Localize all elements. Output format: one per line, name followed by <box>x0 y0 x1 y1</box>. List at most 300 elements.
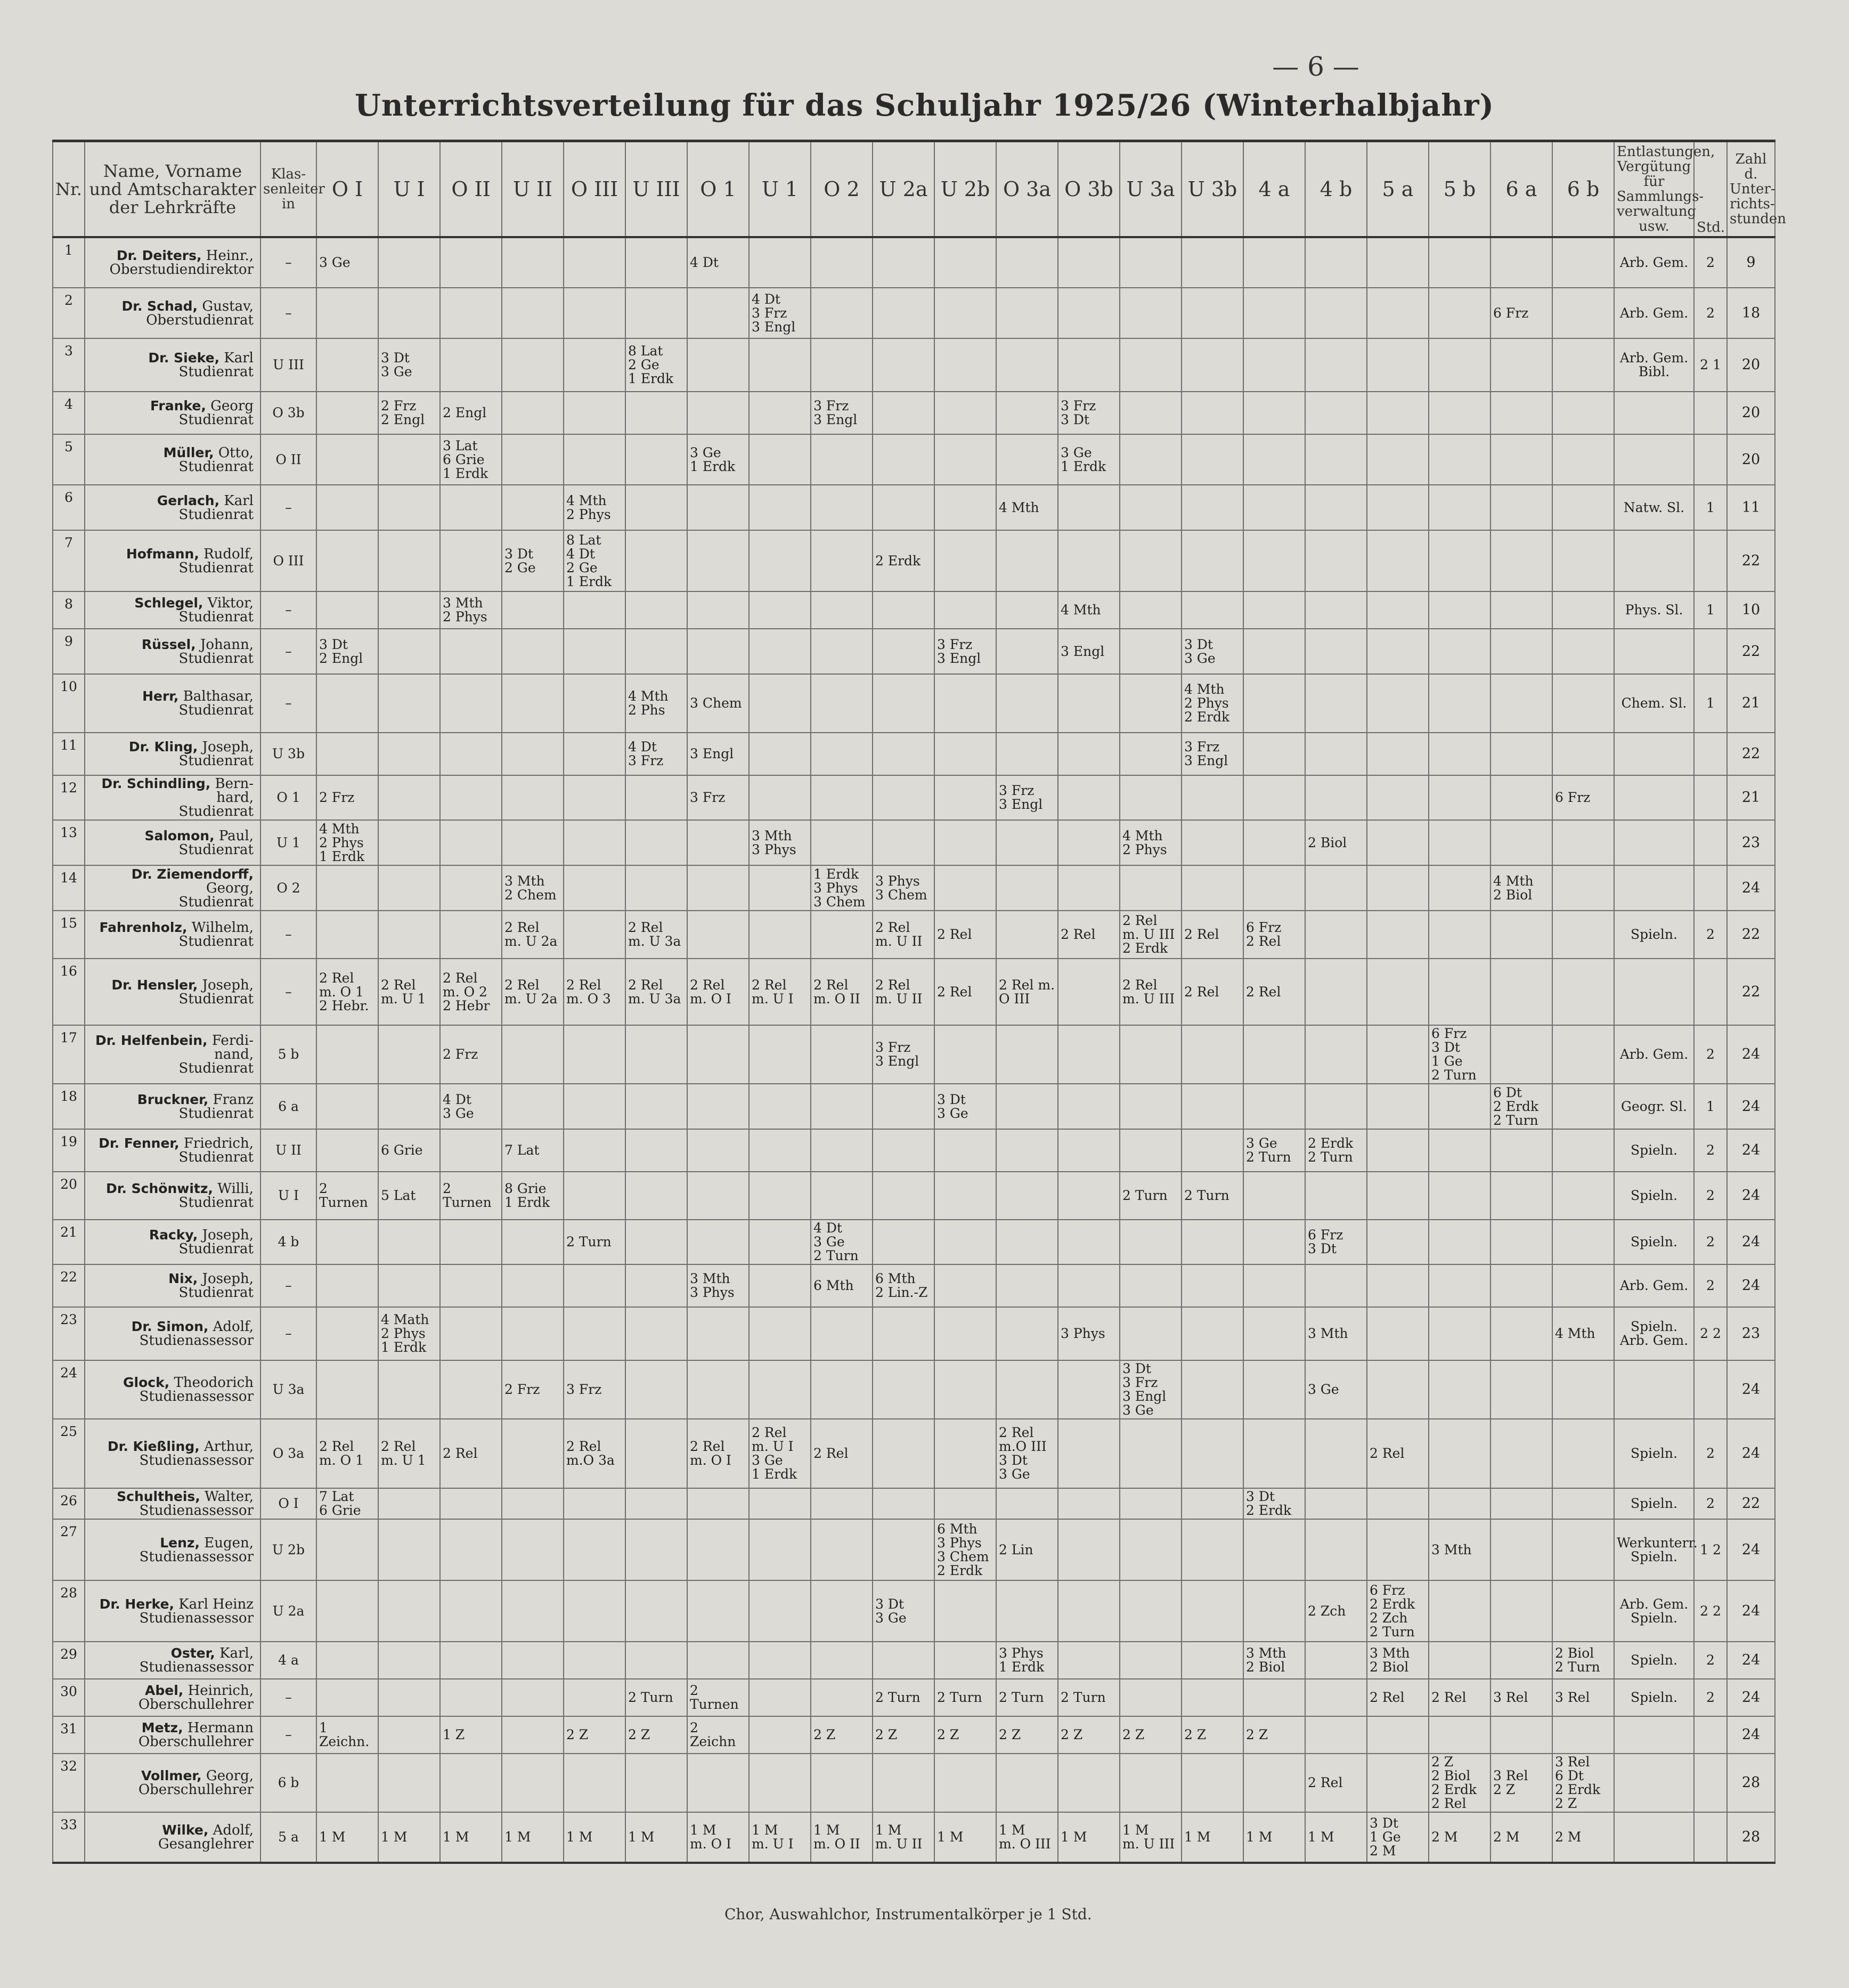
teacher-surname: Dr. Ziemendorff, <box>131 866 254 882</box>
lesson-cell <box>1120 1754 1182 1812</box>
lesson-cell: 1 M <box>1305 1812 1367 1863</box>
lesson-cell <box>1182 820 1243 865</box>
teacher-cell <box>85 434 260 485</box>
lesson-cell <box>811 434 873 485</box>
lesson-cell: 1 M <box>1058 1812 1120 1863</box>
lesson-cell <box>1552 959 1614 1025</box>
lesson-cell <box>749 865 811 911</box>
lesson-cell <box>1367 775 1429 820</box>
lesson-cell <box>1429 237 1490 288</box>
lesson-cell <box>934 1360 996 1419</box>
lesson-cell <box>378 591 440 629</box>
lesson-cell: 3 Frz 3 Engl <box>873 1025 934 1084</box>
header-class: U 2a <box>873 141 934 238</box>
lesson-cell <box>316 1264 378 1307</box>
row-number: 25 <box>53 1419 85 1488</box>
lesson-cell: 6 Frz <box>1490 288 1552 338</box>
teacher-row <box>53 1488 1775 1519</box>
teacher-surname: Schultheis, <box>117 1489 200 1504</box>
teacher-cell <box>85 1084 260 1129</box>
lesson-cell <box>1367 1488 1429 1519</box>
lesson-cell: 2 Frz <box>440 1025 502 1084</box>
lesson-cell <box>1120 338 1182 392</box>
teacher-title: Oberstudienrat <box>146 312 254 328</box>
row-number: 17 <box>53 1025 85 1084</box>
total-hours: 11 <box>1727 485 1775 530</box>
lesson-cell <box>873 591 934 629</box>
lesson-cell <box>1367 1172 1429 1220</box>
lesson-cell: 3 Dt 2 Engl <box>316 629 378 674</box>
relief-note: Arb. Gem. <box>1614 288 1694 338</box>
lesson-cell: 3 Dt 1 Ge 2 M <box>1367 1812 1429 1863</box>
lesson-cell: 1 M m. O III <box>996 1812 1058 1863</box>
lesson-cell: 2 Zeichn <box>687 1716 749 1754</box>
lesson-cell: 8 Lat 2 Ge 1 Erdk <box>625 338 687 392</box>
lesson-cell <box>1367 591 1429 629</box>
lesson-cell <box>873 1172 934 1220</box>
lesson-cell <box>440 1129 502 1172</box>
lesson-cell: 2 Rel m. O I <box>687 1419 749 1488</box>
lesson-cell: 2 Turn <box>1182 1172 1243 1220</box>
relief-note: Geogr. Sl. <box>1614 1084 1694 1129</box>
teacher-surname: Metz, <box>141 1720 183 1735</box>
lesson-cell <box>1120 1307 1182 1360</box>
teacher-surname: Wilke, <box>162 1822 209 1838</box>
lesson-cell <box>873 1488 934 1519</box>
lesson-cell <box>1552 1716 1614 1754</box>
lesson-cell <box>378 237 440 288</box>
lesson-cell <box>934 820 996 865</box>
relief-note <box>1614 392 1694 434</box>
lesson-cell <box>1429 1220 1490 1264</box>
teacher-title: Studienassessor <box>139 1453 254 1468</box>
lesson-cell <box>625 1172 687 1220</box>
teacher-row <box>53 1812 1775 1863</box>
relief-note: Spieln. <box>1614 1488 1694 1519</box>
lesson-cell: 3 Dt 3 Ge <box>873 1580 934 1642</box>
teacher-cell <box>85 820 260 865</box>
teacher-cell <box>85 865 260 911</box>
lesson-cell: 6 Dt 2 Erdk 2 Turn <box>1490 1084 1552 1129</box>
teacher-firstname: Karl <box>224 350 254 366</box>
lesson-cell <box>1243 865 1305 911</box>
lesson-cell <box>378 1519 440 1580</box>
teacher-firstname: Walter, <box>205 1489 254 1505</box>
teacher-row <box>53 1360 1775 1419</box>
relief-hours: 2 2 <box>1694 1307 1727 1360</box>
lesson-cell: 2 Rel m. U II <box>873 959 934 1025</box>
teacher-surname: Dr. Simon, <box>131 1319 209 1334</box>
relief-note <box>1614 1812 1694 1863</box>
lesson-cell <box>625 1025 687 1084</box>
lesson-cell <box>378 1220 440 1264</box>
lesson-cell: 2 Turn <box>1120 1172 1182 1220</box>
row-number: 9 <box>53 629 85 674</box>
lesson-cell <box>564 1679 625 1716</box>
teacher-title: Studienrat <box>178 412 254 428</box>
teacher-title: Studienrat <box>178 753 254 769</box>
class-leader: O II <box>260 434 316 485</box>
lesson-cell <box>811 338 873 392</box>
lesson-cell: 2 Rel m. O 1 <box>316 1419 378 1488</box>
row-number: 12 <box>53 775 85 820</box>
teacher-firstname: Viktor, <box>207 595 254 611</box>
lesson-cell: 3 Frz 3 Engl <box>934 629 996 674</box>
teacher-row <box>53 434 1775 485</box>
lesson-cell <box>687 1754 749 1812</box>
lesson-cell <box>1490 733 1552 775</box>
lesson-cell: 1 M <box>440 1812 502 1863</box>
lesson-cell <box>1429 1129 1490 1172</box>
class-leader: – <box>260 629 316 674</box>
teacher-firstname: Karl, <box>219 1645 254 1661</box>
teacher-title: Studienassessor <box>139 1503 254 1519</box>
lesson-cell <box>934 1754 996 1812</box>
lesson-cell <box>564 1754 625 1812</box>
lesson-cell <box>378 530 440 591</box>
lesson-cell: 2 Rel m.O 3a <box>564 1419 625 1488</box>
lesson-cell <box>873 338 934 392</box>
lesson-cell <box>502 1580 564 1642</box>
total-hours: 9 <box>1727 237 1775 288</box>
teacher-surname: Glock, <box>123 1375 170 1390</box>
lesson-cell: 3 Frz 3 Dt <box>1058 392 1120 434</box>
lesson-cell <box>564 911 625 959</box>
lesson-cell: 3 Dt 3 Ge <box>934 1084 996 1129</box>
teacher-firstname: Rudolf, <box>203 546 254 562</box>
teacher-title: Gesanglehrer <box>158 1836 254 1852</box>
relief-hours <box>1694 434 1727 485</box>
lesson-cell <box>1182 1419 1243 1488</box>
teacher-cell <box>85 1488 260 1519</box>
lesson-cell <box>502 629 564 674</box>
lesson-cell <box>316 485 378 530</box>
lesson-cell: 2 Z <box>1182 1716 1243 1754</box>
lesson-cell <box>811 1519 873 1580</box>
lesson-cell <box>316 1360 378 1419</box>
relief-hours: 2 <box>1694 1419 1727 1488</box>
lesson-cell: 2 Rel m. U 2a <box>502 911 564 959</box>
teacher-title: Studienrat <box>178 702 254 718</box>
lesson-cell <box>873 434 934 485</box>
teacher-surname: Dr. Sieke, <box>148 350 220 366</box>
relief-hours: 2 <box>1694 1172 1727 1220</box>
lesson-cell <box>564 434 625 485</box>
row-number: 22 <box>53 1264 85 1307</box>
teaching-schedule-table <box>52 140 1787 1864</box>
lesson-cell <box>316 338 378 392</box>
lesson-cell: 2 Biol 2 Turn <box>1552 1642 1614 1679</box>
lesson-cell: 2 Turn <box>564 1220 625 1264</box>
class-leader: – <box>260 237 316 288</box>
lesson-cell <box>1120 1025 1182 1084</box>
lesson-cell <box>1367 530 1429 591</box>
lesson-cell: 3 Engl <box>1058 629 1120 674</box>
lesson-cell: 2 Rel m. O II <box>811 959 873 1025</box>
header-class: U II <box>502 141 564 238</box>
lesson-cell: 2 Rel <box>1367 1679 1429 1716</box>
class-leader: O III <box>260 530 316 591</box>
lesson-cell: 2 Z 2 Biol 2 Erdk 2 Rel <box>1429 1754 1490 1812</box>
lesson-cell <box>1552 237 1614 288</box>
lesson-cell <box>440 1264 502 1307</box>
lesson-cell <box>1490 1264 1552 1307</box>
lesson-cell <box>749 1129 811 1172</box>
lesson-cell <box>1429 392 1490 434</box>
lesson-cell <box>1305 288 1367 338</box>
lesson-cell <box>687 1220 749 1264</box>
teacher-title: Studienrat <box>178 841 254 858</box>
relief-hours: 2 <box>1694 1642 1727 1679</box>
lesson-cell <box>1305 1264 1367 1307</box>
lesson-cell <box>1429 485 1490 530</box>
lesson-cell <box>1367 629 1429 674</box>
teacher-row <box>53 733 1775 775</box>
relief-note: Natw. Sl. <box>1614 485 1694 530</box>
relief-hours <box>1694 865 1727 911</box>
lesson-cell: 2 M <box>1490 1812 1552 1863</box>
lesson-cell: 3 Frz <box>687 775 749 820</box>
lesson-cell <box>1552 1488 1614 1519</box>
lesson-cell: 2 Rel m. U 1 <box>378 959 440 1025</box>
relief-hours <box>1694 733 1727 775</box>
lesson-cell <box>1552 288 1614 338</box>
lesson-cell <box>996 1488 1058 1519</box>
lesson-cell <box>1429 1580 1490 1642</box>
lesson-cell <box>1367 1716 1429 1754</box>
row-number: 2 <box>53 288 85 338</box>
lesson-cell <box>1182 1129 1243 1172</box>
row-number: 18 <box>53 1084 85 1129</box>
class-leader: O 2 <box>260 865 316 911</box>
lesson-cell <box>1120 1264 1182 1307</box>
lesson-cell <box>564 733 625 775</box>
lesson-cell <box>1429 733 1490 775</box>
total-hours: 20 <box>1727 338 1775 392</box>
lesson-cell: 3 Engl <box>687 733 749 775</box>
lesson-cell <box>1120 1519 1182 1580</box>
row-number: 6 <box>53 485 85 530</box>
lesson-cell: 3 Dt 3 Frz 3 Engl 3 Ge <box>1120 1360 1182 1419</box>
lesson-cell: 2 Z <box>934 1716 996 1754</box>
lesson-cell <box>934 591 996 629</box>
lesson-cell <box>687 338 749 392</box>
lesson-cell <box>1490 392 1552 434</box>
lesson-cell <box>440 865 502 911</box>
lesson-cell <box>1182 1025 1243 1084</box>
lesson-cell <box>749 1172 811 1220</box>
total-hours: 20 <box>1727 392 1775 434</box>
lesson-cell: 3 Phys 3 Chem <box>873 865 934 911</box>
lesson-cell <box>1058 1084 1120 1129</box>
lesson-cell <box>316 530 378 591</box>
lesson-cell <box>378 1754 440 1812</box>
teacher-cell <box>85 1264 260 1307</box>
lesson-cell <box>749 1264 811 1307</box>
class-leader: – <box>260 674 316 733</box>
lesson-cell <box>1429 1716 1490 1754</box>
lesson-cell <box>625 288 687 338</box>
lesson-cell <box>873 1642 934 1679</box>
teacher-surname: Dr. Deiters, <box>116 248 202 263</box>
total-hours: 28 <box>1727 1754 1775 1812</box>
total-hours: 24 <box>1727 1220 1775 1264</box>
lesson-cell <box>996 237 1058 288</box>
relief-note <box>1614 1754 1694 1812</box>
header-class: 4 b <box>1305 141 1367 238</box>
teacher-row <box>53 288 1775 338</box>
lesson-cell: 3 Frz 3 Engl <box>1182 733 1243 775</box>
relief-note: Werkunterr. Spieln. <box>1614 1519 1694 1580</box>
teacher-cell <box>85 1172 260 1220</box>
lesson-cell <box>1305 1172 1367 1220</box>
teacher-surname: Vollmer, <box>141 1768 202 1783</box>
lesson-cell <box>316 674 378 733</box>
lesson-cell <box>1120 237 1182 288</box>
lesson-cell: 2 Lin <box>996 1519 1058 1580</box>
row-number: 26 <box>53 1488 85 1519</box>
lesson-cell <box>934 1307 996 1360</box>
lesson-cell <box>1429 1307 1490 1360</box>
lesson-cell <box>625 820 687 865</box>
lesson-cell <box>440 820 502 865</box>
teacher-cell <box>85 1129 260 1172</box>
lesson-cell <box>502 1220 564 1264</box>
relief-note <box>1614 959 1694 1025</box>
lesson-cell <box>1490 1129 1552 1172</box>
lesson-cell <box>934 288 996 338</box>
lesson-cell <box>378 1488 440 1519</box>
header-extra-label: Entlastungen, Vergütung für Sammlungs-verwaltung usw. <box>1617 144 1715 234</box>
lesson-cell <box>1305 1716 1367 1754</box>
lesson-cell <box>1490 1642 1552 1679</box>
lesson-cell <box>996 392 1058 434</box>
lesson-cell <box>1243 1084 1305 1129</box>
lesson-cell <box>1429 1172 1490 1220</box>
lesson-cell <box>687 1360 749 1419</box>
lesson-cell <box>625 629 687 674</box>
class-leader: U 3a <box>260 1360 316 1419</box>
teacher-firstname: Joseph, <box>202 977 254 993</box>
lesson-cell <box>934 1419 996 1488</box>
lesson-cell: 3 Phys 1 Erdk <box>996 1642 1058 1679</box>
teacher-row <box>53 1264 1775 1307</box>
lesson-cell <box>1058 1642 1120 1679</box>
teacher-surname: Nix, <box>168 1271 198 1286</box>
row-number: 24 <box>53 1360 85 1419</box>
lesson-cell <box>873 392 934 434</box>
lesson-cell: 2 Z <box>873 1716 934 1754</box>
lesson-cell: 2 Rel <box>1305 1754 1367 1812</box>
teacher-row <box>53 1220 1775 1264</box>
lesson-cell: 2 Rel <box>1243 959 1305 1025</box>
lesson-cell: 6 Mth <box>811 1264 873 1307</box>
lesson-cell <box>564 1580 625 1642</box>
lesson-cell <box>749 1519 811 1580</box>
lesson-cell <box>1305 1488 1367 1519</box>
lesson-cell <box>1305 959 1367 1025</box>
lesson-cell <box>687 1172 749 1220</box>
header-class: O 3b <box>1058 141 1120 238</box>
lesson-cell <box>1182 338 1243 392</box>
lesson-cell <box>749 392 811 434</box>
header-class: 5 a <box>1367 141 1429 238</box>
lesson-cell <box>625 865 687 911</box>
lesson-cell <box>1490 959 1552 1025</box>
class-leader: – <box>260 1307 316 1360</box>
relief-note: Spieln. <box>1614 1129 1694 1172</box>
header-class: 6 a <box>1490 141 1552 238</box>
lesson-cell <box>1182 1360 1243 1419</box>
lesson-cell <box>1490 1488 1552 1519</box>
lesson-cell <box>811 674 873 733</box>
teacher-cell <box>85 629 260 674</box>
lesson-cell <box>564 865 625 911</box>
lesson-cell <box>749 1220 811 1264</box>
total-hours: 21 <box>1727 775 1775 820</box>
lesson-cell <box>316 1679 378 1716</box>
lesson-cell <box>1552 338 1614 392</box>
lesson-cell <box>1182 434 1243 485</box>
lesson-cell <box>564 1488 625 1519</box>
lesson-cell <box>440 733 502 775</box>
teacher-firstname: Heinrich, <box>188 1683 254 1699</box>
lesson-cell <box>1552 434 1614 485</box>
lesson-cell: 7 Lat 6 Grie <box>316 1488 378 1519</box>
lesson-cell <box>1552 1360 1614 1419</box>
lesson-cell <box>625 1360 687 1419</box>
lesson-cell <box>811 1679 873 1716</box>
row-number: 20 <box>53 1172 85 1220</box>
lesson-cell: 4 Math 2 Phys 1 Erdk <box>378 1307 440 1360</box>
lesson-cell <box>996 1129 1058 1172</box>
lesson-cell <box>564 338 625 392</box>
lesson-cell <box>1182 1264 1243 1307</box>
lesson-cell <box>1058 237 1120 288</box>
lesson-cell <box>749 530 811 591</box>
lesson-cell <box>1305 865 1367 911</box>
lesson-cell <box>564 1129 625 1172</box>
lesson-cell <box>502 820 564 865</box>
lesson-cell: 3 Ge 1 Erdk <box>1058 434 1120 485</box>
lesson-cell <box>1058 1360 1120 1419</box>
teacher-title: Studienassessor <box>139 1333 254 1349</box>
lesson-cell: 3 Mth 2 Phys <box>440 591 502 629</box>
lesson-cell <box>996 1172 1058 1220</box>
teacher-cell <box>85 674 260 733</box>
lesson-cell <box>1243 1220 1305 1264</box>
lesson-cell <box>1305 237 1367 288</box>
teacher-row <box>53 1084 1775 1129</box>
teacher-row <box>53 1642 1775 1679</box>
lesson-cell: 1 M m. O II <box>811 1812 873 1863</box>
lesson-cell <box>873 1129 934 1172</box>
lesson-cell: 2 Rel m. U III 2 Erdk <box>1120 911 1182 959</box>
lesson-cell <box>1552 1129 1614 1172</box>
lesson-cell <box>1367 338 1429 392</box>
lesson-cell: 6 Grie <box>378 1129 440 1172</box>
lesson-cell <box>1367 392 1429 434</box>
lesson-cell: 2 Turn <box>625 1679 687 1716</box>
lesson-cell <box>1058 1129 1120 1172</box>
lesson-cell <box>1120 865 1182 911</box>
lesson-cell <box>440 338 502 392</box>
lesson-cell <box>1305 1642 1367 1679</box>
lesson-cell <box>749 1488 811 1519</box>
lesson-cell <box>1552 865 1614 911</box>
teacher-surname: Dr. Kießling, <box>107 1439 200 1454</box>
lesson-cell <box>1429 865 1490 911</box>
